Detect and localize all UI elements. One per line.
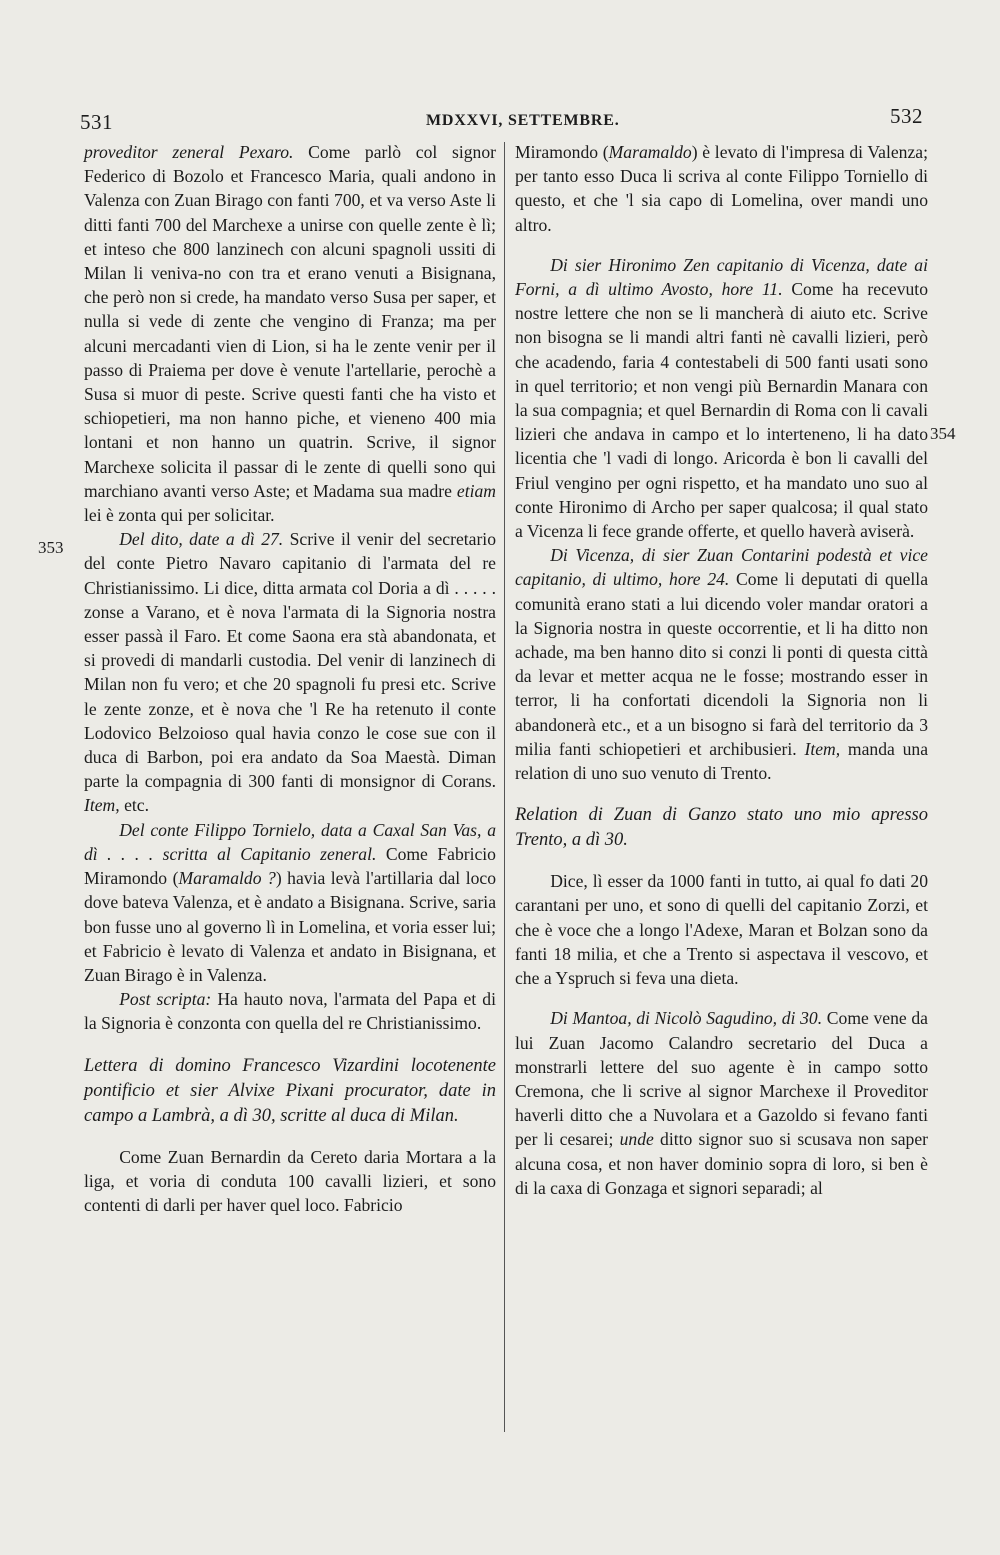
paragraph-lead: Del conte Filippo Tornielo, data a Caxal San Vas, a dì . . . . scritta al Capitanio zeneral. [84,819,496,864]
page-header [80,104,928,144]
paragraph-lead: Di sier Hironimo Zen capitanio di Vicenza, date ai Forni, a dì ultimo Avosto, hore 11. [515,254,928,300]
paragraph-text: Come li deputati di quella comunità erano stati a lui dicendo voler mandar oratori a la Signoria nostra in queste occorrentie, et li ha ditto non achade, ma ben hanno dito si conzi li ponti di questa città da levar et metter acqua ne le fosse; mostrando esser in terror, li ha confortati dicendoli la Signoria non li abandonerà etc., et a un bisogno si farà del territorio da 3 milia fanti schiopetieri et archibusieri. [515,569,929,759]
paragraph [84,987,496,1035]
paragraph-tail: ditto signor suo si scusava non saper alcuna cosa, et non haver dominio sopra di loro, si ben è di la caxa di Gonzaga et signori separadi; al [515,1129,929,1198]
paragraph-italic: Item, [84,795,120,816]
section-heading: Lettera di domino Francesco Vizardini locotenente pontificio et sier Alvixe Pixani procurator, date in campo a Lambrà, a dì 30, scritte al duca di Milan. [84,1055,496,1126]
page-number-right: 532 [890,104,923,128]
paragraph: Dice, lì esser da 1000 fanti in tutto, ai qual fo dati 20 carantani per uno, et sono di quelli del capitanio Zorzi, et che è voce che a longo l'Adexe, Maran et Bolzan sono da fanti 18 milia, et che a Trento si aspectava il vescovo, et che a Yspruch si feva una dieta. [515,871,928,989]
section-heading: Relation di Zuan di Ganzo stato uno mio apresso Trento, a dì 30. [515,805,928,851]
paragraph: Come Zuan Bernardin da Cereto daria Mortara a la liga, et voria di conduta 100 cavalli lizieri, et sono contenti di darli per haver quel loco. Fabricio [84,1146,496,1215]
paragraph-italic: Item, [804,738,841,759]
paragraph-text: Scrive il venir del secretario del conte Pietro Navaro capitanio di l'armata del re Christianissimo. Li dice, ditta armata col Doria a dì . . . . . zonse a Varano, et è nova l'armata di la Signoria nostra esser passà il Faro. Et come Saona era stà abandonata, et si provedi di mandarli custodia. Del venir di lanzinech di Milan non fu vero; et che 20 spagnoli fu presi etc. Scrive le zente zonze, et è nova che 'l Re ha retenuto il conte Lodovico Belzoioso qual havia conzo le cose sue con il duca di Barbon, poi era andato da Soa Maestà. Diman parte la compagnia di 300 fanti di monsignor di Corans. [84,529,496,792]
paragraph-italic: Maramaldo ? [178,868,276,889]
paragraph-lead: Post scripta: [119,989,212,1010]
paragraph-text: Come Fabricio Miramondo ( [84,843,496,889]
paragraph-text: Miramondo ( [515,142,609,162]
margin-number-left: 353 [38,538,64,557]
paragraph-italic: unde [619,1129,654,1150]
column-divider [504,142,505,1432]
paragraph [84,527,496,817]
paragraph-tail: manda una relation di uno suo venuto di Trento. [515,738,928,784]
paragraph-tail: etc. [119,795,149,816]
paragraph [515,543,928,785]
right-column [515,140,928,1200]
paragraph-text: Come ha recevuto nostre lettere che non se li mancherà di aiuto etc. Scrive non bisogna se li mandi altri fanti nè cavalli lizieri, però che acadendo, faria 4 contestabeli di 500 fanti usati sono in quel territorio; et non vengi più Bernardin Manara con la sua compagnia; et quel Bernardin di Roma con li cavali lizieri che andava in campo et lo interteneno, li ha dato licentia che 'l vadi di longo. Aricorda è bon li cavalli del Friul vengino per ogni rispetto, et ha mandato uno suo al conte Hironimo di Archo per saper qualcosa; il qual stato a Vicenza li fece grande offerte, et quello haverà aviserà. [515,279,928,542]
paragraph-lead: Di Vicenza, di sier Zuan Contarini podestà et vice capitanio, di ultimo, hore 24. [515,545,928,590]
paragraph-text: Come vene da lui Zuan Jacomo Calandro secretario del Duca a monstrarli lettere del suo agente è in campo sotto Cremona, che li scrive al signor Marchexe il Proveditor haverli ditto che a Nuvolara et a Gazoldo si fevano fanti per li cesarei; [515,1008,928,1150]
paragraph-italic: etiam [456,480,496,501]
paragraph-lead: proveditor zeneral Pexaro. [84,142,294,162]
left-column [84,140,496,1217]
margin-number-right: 354 [930,424,956,443]
paragraph-lead: Di Mantoa, di Nicolò Sagudino, di 30. [550,1008,823,1029]
page-number-left: 531 [80,110,113,134]
paragraph [515,253,928,543]
paragraph [84,818,496,987]
paragraph-text: Ha hauto nova, l'armata del Papa et di la Signoria è conzonta con quella del re Christianissimo. [84,989,496,1034]
paragraph [515,140,928,237]
paragraph [84,140,496,527]
running-head: MDXXVI, SETTEMBRE. [426,112,620,129]
paragraph [515,1006,928,1200]
paragraph-text: Come parlò col signor Federico di Bozolo et Francesco Maria, quali andono in Valenza con Zuan Birago con fanti 700, et va verso Aste li ditti fanti 700 del Marchexe a unirse con quelle zente è lì; et inteso che 800 lanzinech con alcuni spagnoli ussiti di Milan li veniva-no con tra et erano venuti a Bisignana, che però non si crede, ha mandato verso Susa per saper, et nulla si vede di zente che vengino di Franza; ma per alcuni mercadanti vien di Lion, si ha le zente venir per il passo di Praiema per dove è venute l'artellarie, perochè a Susa si muor di peste. Scrive questi fanti che ha visto et schiopetieri, ma non hanno piche, et vieneno 400 mia lontani et non hanno un quatrin. Scrive, il signor Marchexe solicita il passar di le zente di quelli sono qui marchiano avanti verso Aste; et Madama sua madre [84,142,497,501]
paragraph-lead: Del dito, date a dì 27. [119,529,284,550]
paragraph-italic: Maramaldo [608,142,692,162]
paragraph-tail: ) è levato di l'impresa di Valenza; per tanto esso Duca li scriva al conte Filippo Torniello di questo, et che 'l sia capo di Lomelina, over mandi uno altro. [515,142,928,235]
paragraph-tail: lei è zonta qui per solicitar. [84,505,275,526]
paragraph-tail: ) havia levà l'artillaria dal loco dove bateva Valenza, et è andato a Bisignana. Scrive, saria bon fusse uno al governo lì in Lomelina, et voria esser lui; et Fabricio è levato di Valenza et andato in Bisignana, et Zuan Birago è in Valenza. [84,868,496,985]
